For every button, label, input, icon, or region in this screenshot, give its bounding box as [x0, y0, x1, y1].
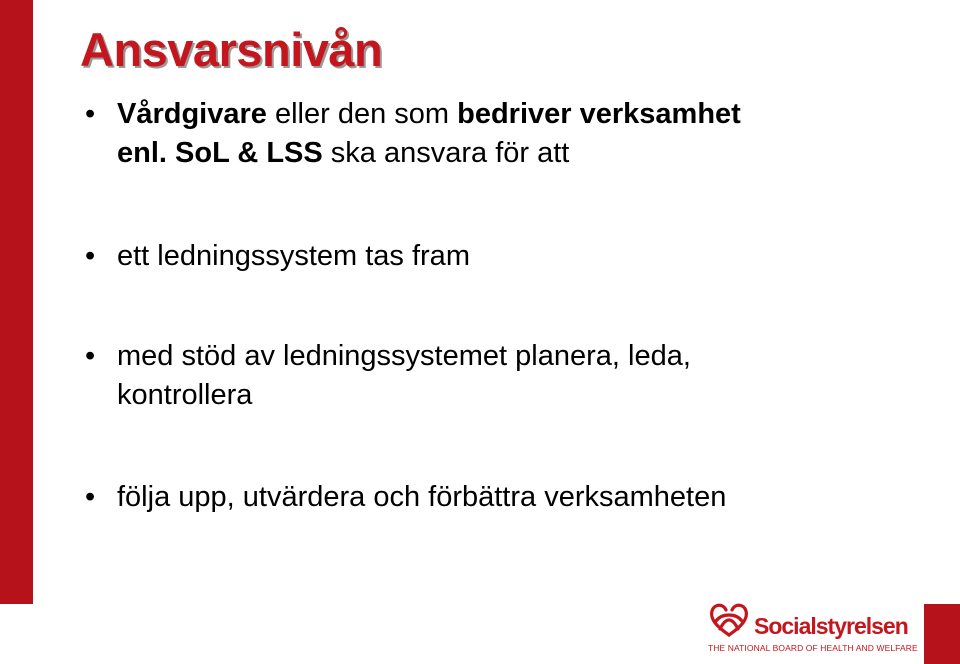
socialstyrelsen-heart-icon	[706, 599, 752, 639]
bullet-item-3	[85, 337, 917, 415]
bullet-1-bold-1: Vårdgivare	[117, 98, 267, 130]
bullet-dot-icon: •	[85, 98, 96, 130]
bullet-item-2	[85, 237, 917, 276]
bullet-1-bold-2: bedriver verksamhet	[457, 98, 741, 130]
bullet-1-text-2: ska ansvara för att	[322, 137, 570, 169]
bullet-dot-icon: •	[85, 340, 96, 372]
bullet-dot-icon: •	[85, 481, 96, 513]
corner-accent-bar	[924, 604, 960, 664]
bullet-2-text: ett ledningssystem tas fram	[117, 240, 470, 272]
bullet-3-line-2: kontrollera	[117, 379, 253, 411]
bullet-1-text-1: eller den som	[266, 98, 458, 130]
logo-subtitle: THE NATIONAL BOARD OF HEALTH AND WELFARE	[708, 643, 918, 653]
bullet-1-bold-3: enl. SoL & LSS	[117, 137, 323, 169]
left-accent-bar	[0, 0, 33, 604]
bullet-item-4	[85, 478, 917, 517]
bullet-dot-icon: •	[85, 240, 96, 272]
bullet-item-1	[85, 95, 917, 173]
logo-name: Socialstyrelsen	[754, 613, 908, 639]
slide-title: Ansvarsnivån	[80, 23, 383, 76]
socialstyrelsen-logo	[706, 599, 918, 657]
bullet-4-text: följa upp, utvärdera och förbättra verksamheten	[117, 481, 727, 513]
bullet-3-line-1: med stöd av ledningssystemet planera, leda,	[117, 340, 691, 372]
